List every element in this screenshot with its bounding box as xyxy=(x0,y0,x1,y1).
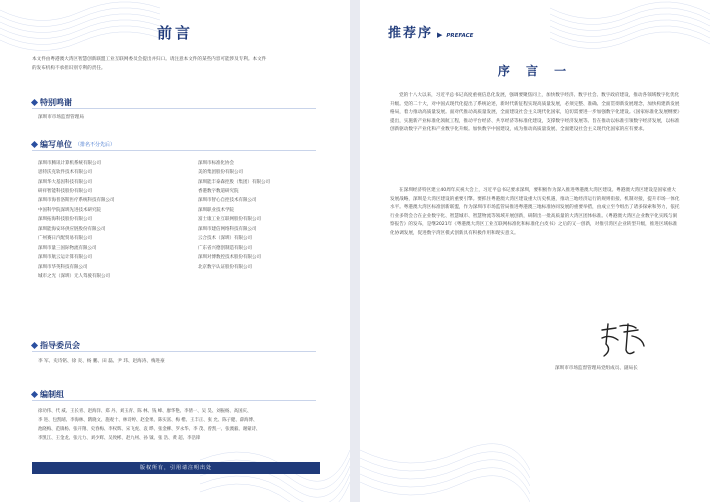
preface-subtitle: 序 言 一 xyxy=(497,64,573,78)
unit-name: 深圳市标准化协会 xyxy=(198,160,234,166)
page-gutter xyxy=(350,0,360,502)
section-heading-special-thanks: 特别鸣谢 xyxy=(32,97,72,108)
section-heading-editors: 编制组 xyxy=(32,389,64,400)
units-row xyxy=(38,205,318,214)
copyright-banner: 版权所有，引用请注明出处 xyxy=(32,462,320,474)
signer-title: 深圳市市场监督管理局党组成员、副局长 xyxy=(555,366,638,371)
section-divider xyxy=(32,108,316,109)
unit-name: 美的集团股份有限公司 xyxy=(198,170,243,176)
wave-decoration-right-bottom xyxy=(360,380,530,502)
committee-members: 李 军、史诗铭、徐 炎、杨 鹏、田 磊、尹 玮、赵海涛、梅进豪 xyxy=(38,359,165,364)
unit-name: 香港数字数道研究院 xyxy=(198,189,239,195)
diamond-bullet-icon xyxy=(31,391,38,398)
units-row xyxy=(38,271,318,280)
intro-paragraph xyxy=(32,56,322,73)
units-row xyxy=(38,167,318,176)
page-title-foreword: 前言 xyxy=(156,24,193,42)
units-note: （排名不分先后） xyxy=(75,142,116,148)
right-page xyxy=(360,0,710,502)
unit-name: 中国科学院深圳先进技术研究院 xyxy=(38,207,101,213)
intro-line: 本文件由粤港澳大湾区智慧创新联盟工业互联网委员会提出并归口。请注意本文件的某些内容可能涉及专利。本文件 xyxy=(32,57,267,62)
preface-paragraph: 党的十八大以来，习近平总书记高度重视信息化发展，强调要聚焦同上，加快数字经济、数字社会、数字政府建设，推动各领域数字化优化升级。党的二十大，对中国式现代化提出了系统论述，新时代新征程实现高质量发展，必须完整、准确、全面贯彻新发展理念，加快构建新发展格局，着力推动高质量发展。面对代推动高质量发展，全面建设社会主义现代化国家，迫切需要进一步加强数字化建设。《国家标准化发展纲要》提出，实施新产业标准化领航工程，推动平台经济、共享经济等标准化建设，支撑数字经济发展等。旨在推动以标准引领数字经济发展，以标准创新驱动数字产业化和产业数字化升级。加快数字中国建设，成为推动高质量发展、全面建设社会主义现代化国家的应有要求。 xyxy=(390,93,680,133)
editors-line: 李 进、包凯晴、李海林、隋晓文、施观十、林诗婷、赵金果、陈实富、梅 楷、王丰正、张 允、陈子健、薛海博、 xyxy=(38,418,258,423)
units-row xyxy=(38,177,318,186)
unit-name: 思特沃克软件技术有限公司 xyxy=(38,170,92,176)
unit-name: 深圳拓海科技股份有限公司 xyxy=(38,217,92,223)
unit-name: 北京数字认证股份有限公司 xyxy=(198,264,252,270)
units-row xyxy=(38,186,318,195)
units-row xyxy=(38,196,318,205)
diamond-bullet-icon xyxy=(31,141,38,148)
section-divider xyxy=(32,150,316,151)
unit-name: 深圳能丰泰森控股（集团）有限公司 xyxy=(198,179,270,185)
units-row xyxy=(38,262,318,271)
unit-name: 深圳能海安环供应链股份有限公司 xyxy=(38,226,106,232)
preface-title-zh: 推荐序 xyxy=(388,26,434,41)
editors-list xyxy=(38,407,318,443)
unit-name: 富士康工业互联网股份有限公司 xyxy=(198,217,261,223)
units-row xyxy=(38,215,318,224)
handwritten-signature xyxy=(598,320,648,360)
preface-title-en: PREFACE xyxy=(446,33,474,39)
units-row xyxy=(38,158,318,167)
diamond-bullet-icon xyxy=(31,99,38,106)
unit-name: 深圳市华英科技有限公司 xyxy=(38,264,88,270)
wave-decoration-left-top xyxy=(0,0,160,90)
section-heading-units: 编写单位 （排名不分先后） xyxy=(32,139,115,150)
unit-name: 城市之光（深圳）无人驾驶有限公司 xyxy=(38,273,110,279)
units-list xyxy=(38,158,318,281)
unit-name: 云合技术（深圳）有限公司 xyxy=(198,236,252,242)
editors-line: 池晓梅、范镇杨、张开翔、史春梅、李权辉、宋飞虎、袁 晔、张金柳、罗永华、李 茂、曾凯一、张澳毅、谢蒙诗、 xyxy=(38,427,261,432)
section-heading-committee: 指导委员会 xyxy=(32,340,80,351)
editors-line: 李凯江、王金龙、张元力、刘少辉、吴致彬、赵九州、孙 钺、张 浩、黄 超、李浩锋 xyxy=(38,436,201,441)
intro-line: 的发布机构不承担识别专利的责任。 xyxy=(32,65,106,71)
preface-paragraph: 在深圳经济特区建立40周年庆祝大会上，习近平总书记要求深圳，要积极作为深入推进粤港澳大湾区建设。粤港澳大湾区建设是国家重大发展战略，深圳是大湾区建设的重要引擎。要抓住粤港澳大湾区建设重大历史机遇，推动三地经济运行的规则衔接、机制对接，提升市场一体化水平。粤港澳大湾区标准创新联盟，作为深圳市市场监管局推进粤港澳三地标准协同发展的重要举措，由成立至今组出了诸多探索和努力，依托行业多资会合在企业数字化、智慧城市、智慧物流等领域开展创新，研制出一批高质量的大湾区团体标准。《粤港澳大湾区企业数字化实践与洞察报告》的发布，是继2021年《粤港澳大湾区工业互联网标准化和标准化白皮书》之后的又一创新，对推引湾区企业转型升级，推进区域标准化协调发展，促进数字湾区模式创新具有积极作用和现实意义。 xyxy=(390,188,680,236)
units-row xyxy=(38,243,318,252)
special-thanks-body: 深圳市市场监督管理局 xyxy=(38,115,84,120)
unit-name: 深圳市建信网络科技有限公司 xyxy=(198,226,257,232)
units-row xyxy=(38,252,318,261)
unit-name: 深圳对博数控技术股份有限公司 xyxy=(198,255,261,261)
unit-name: 深圳市量三国际物流有限公司 xyxy=(38,245,97,251)
unit-name: 深圳市海普洛斯医疗系统科技有限公司 xyxy=(38,198,115,204)
unit-name: 广东省兴德创制造有限公司 xyxy=(198,245,252,251)
units-row xyxy=(38,224,318,233)
unit-name: 深圳市智心自控技术有限公司 xyxy=(198,198,257,204)
left-page xyxy=(0,0,350,502)
unit-name: 研祥智能科技股份有限公司 xyxy=(38,189,92,195)
unit-name: 深圳市航云运计算有限公司 xyxy=(38,255,92,261)
diamond-bullet-icon xyxy=(31,342,38,349)
editors-line: 徐功伟、代 威、王长青、赵海洋、郑 丹、刘玉青、陈 林、钱 峰、廖华艳、李倩一、吴 昊、刘振杨、高国庆、 xyxy=(38,409,252,414)
unit-name: 深圳职业技术学院 xyxy=(198,207,234,213)
unit-name: 深圳华大基因科技有限公司 xyxy=(38,179,92,185)
units-row xyxy=(38,234,318,243)
section-divider xyxy=(32,400,316,401)
preface-title xyxy=(388,22,473,41)
section-divider xyxy=(32,351,316,352)
play-arrow-icon: ▶ xyxy=(437,31,443,39)
unit-name: 广州赛日汽配贸易有限公司 xyxy=(38,236,92,242)
unit-name: 深圳市腾讯计算机系统有限公司 xyxy=(38,160,101,166)
